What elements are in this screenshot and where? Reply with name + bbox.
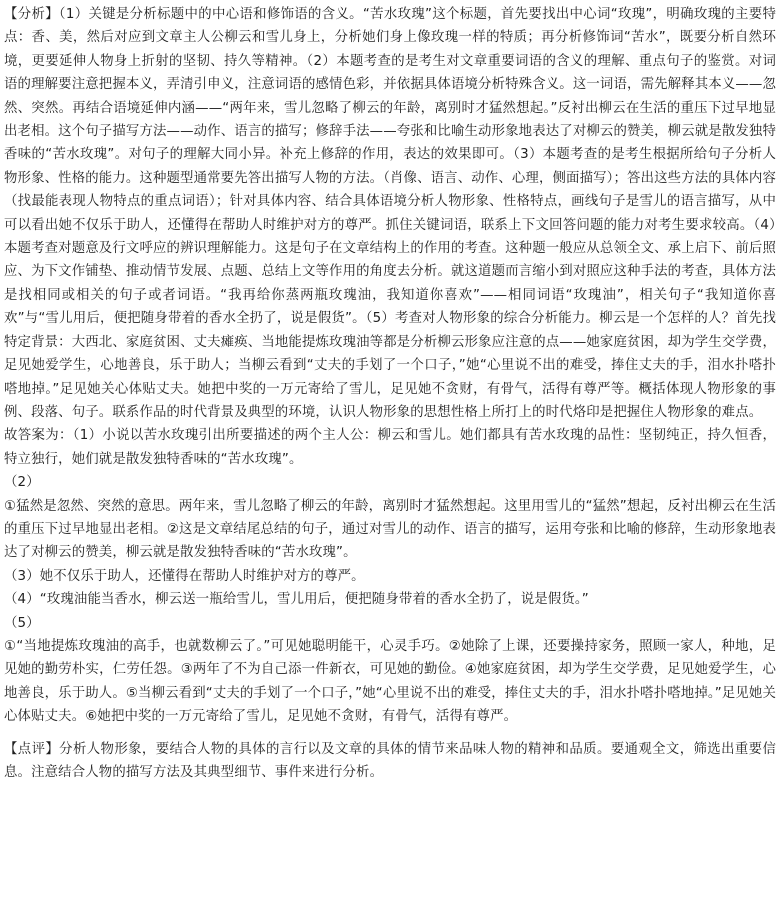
comment-paragraph: 【点评】分析人物形象，要结合人物的具体的言行以及文章的具体的情节来品味人物的精神和品质。要通观全文，筛选出重要信息。注意结合人物的描写方法及其典型细节、事件来进行分析。 [4, 741, 776, 780]
answer-q4: （4）“玫瑰油能当香水，柳云送一瓶给雪儿，雪儿用后，便把随身带着的香水全扔了，说是假货。” [4, 592, 589, 608]
answer-q5-body: ①“当地提炼玫瑰油的高手，也就数柳云了。”可见她聪明能干，心灵手巧。②她除了上课，还要操持家务，照顾一家人，种地，足见她的勤劳朴实，仁劳任怨。③两年了不为自己添一件新衣，可见她的勤俭。④她家庭贫困，却为学生交学费，足见她爱学生，心地善良，乐于助人。⑤当柳云看到“丈夫的手划了一个口子，”她“心里说不出的难受，捧住丈夫的手，泪水扑嗒扑嗒地掉。”足见她关心体贴丈夫。⑥她把中奖的一万元寄给了雪儿，足见她不贪财，有骨气，活得有尊严。 [4, 638, 776, 725]
answer-q3: （3）她不仅乐于助人，还懂得在帮助人时维护对方的尊严。 [4, 568, 365, 584]
analysis-paragraph: 【分析】（1）关键是分析标题中的中心语和修饰语的含义。“苦水玫瑰”这个标题，首先要找出中心词“玫瑰”，明确玫瑰的主要特点：香、美，然后对应到文章主人公柳云和雪儿身上，分析她们身上像玫瑰一样的特质；再分析修饰词“苦水”，既要分析自然环境，更要延伸人物身上折射的坚韧、持久等精神。（2）本题考查的是考生对文章重要词语的含义的理解、重点句子的鉴赏。对词语的理解要注意把握本义，弄清引申义，注意词语的感情色彩，并依据具体语境分析特殊含义。这一词语，需先解释其本义——忽然、突然。再结合语境延伸内涵——“两年来，雪儿忽略了柳云的年龄，离别时才猛然想起。”反衬出柳云在生活的重压下过早地显出老相。这个句子描写方法——动作、语言的描写；修辞手法——夸张和比喻生动形象地表达了对柳云的赞美，柳云就是散发独特香味的“苦水玫瑰”。对句子的理解大同小异。补充上修辞的作用，表达的效果即可。（3）本题考查的是考生根据所给句子分析人物形象、性格的能力。这种题型通常要先答出描写人物的方法。（肖像、语言、动作、心理，侧面描写）；答出这些方法的具体内容（找最能表现人物特点的重点词语）；针对具体内容、结合具体语境分析人物形象、性格特点，画线句子是雪儿的语言描写，从中可以看出她不仅乐于助人，还懂得在帮助人时维护对方的尊严。抓住关键词语，联系上下文回答问题的能力对考生要求较高。（4）本题考查对题意及行文呼应的辨识理解能力。这是句子在文章结构上的作用的考查。这种题一般应从总领全文、承上启下、前后照应、为下文作铺垫、推动情节发展、点题、总结上文等作用的角度去分析。就这道题而言缩小到对照应这种手法的考查，具体方法是找相同或相关的句子或者词语。“我再给你蒸两瓶玫瑰油，我知道你喜欢”——相同词语“玫瑰油”，相关句子“我知道你喜欢”与“雪儿用后，便把随身带着的香水全扔了，说是假货”。（5）考查对人物形象的综合分析能力。柳云是一个怎样的人？首先找特定背景：大西北、家庭贫困、丈夫瘫痪、当地能提炼玫瑰油等都是分析柳云形象应注意的点——她家庭贫困，却为学生交学费，足见她爱学生，心地善良，乐于助人；当柳云看到“丈夫的手划了一个口子，”她“心里说不出的难受，捧住丈夫的手，泪水扑嗒扑嗒地掉。”足见她关心体贴丈夫。她把中奖的一万元寄给了雪儿，足见她不贪财，有骨气，活得有尊严等。概括体现人物形象的事例、段落、句子。联系作品的时代背景及典型的环境，认识人物形象的思想性格上所打上的时代烙印是把握住人物形象的难点。 [4, 7, 776, 420]
solution-document [4, 3, 776, 784]
answer-q5-label: （5） [4, 615, 40, 631]
answer-q2-label: （2） [4, 475, 40, 491]
answer-q1: 故答案为：（1）小说以苦水玫瑰引出所要描述的两个主人公：柳云和雪儿。她们都具有苦水玫瑰的品性：坚韧纯正，持久恒香，特立独行，她们就是散发独特香味的“苦水玫瑰”。 [4, 428, 776, 467]
answer-q2-body: ①猛然是忽然、突然的意思。两年来，雪儿忽略了柳云的年龄，离别时才猛然想起。这里用雪儿的“猛然”想起，反衬出柳云在生活的重压下过早地显出老相。②这是文章结尾总结的句子，通过对雪儿的动作、语言的描写，运用夸张和比喻的修辞，生动形象地表达了对柳云的赞美，柳云就是散发独特香味的“苦水玫瑰”。 [4, 498, 776, 561]
